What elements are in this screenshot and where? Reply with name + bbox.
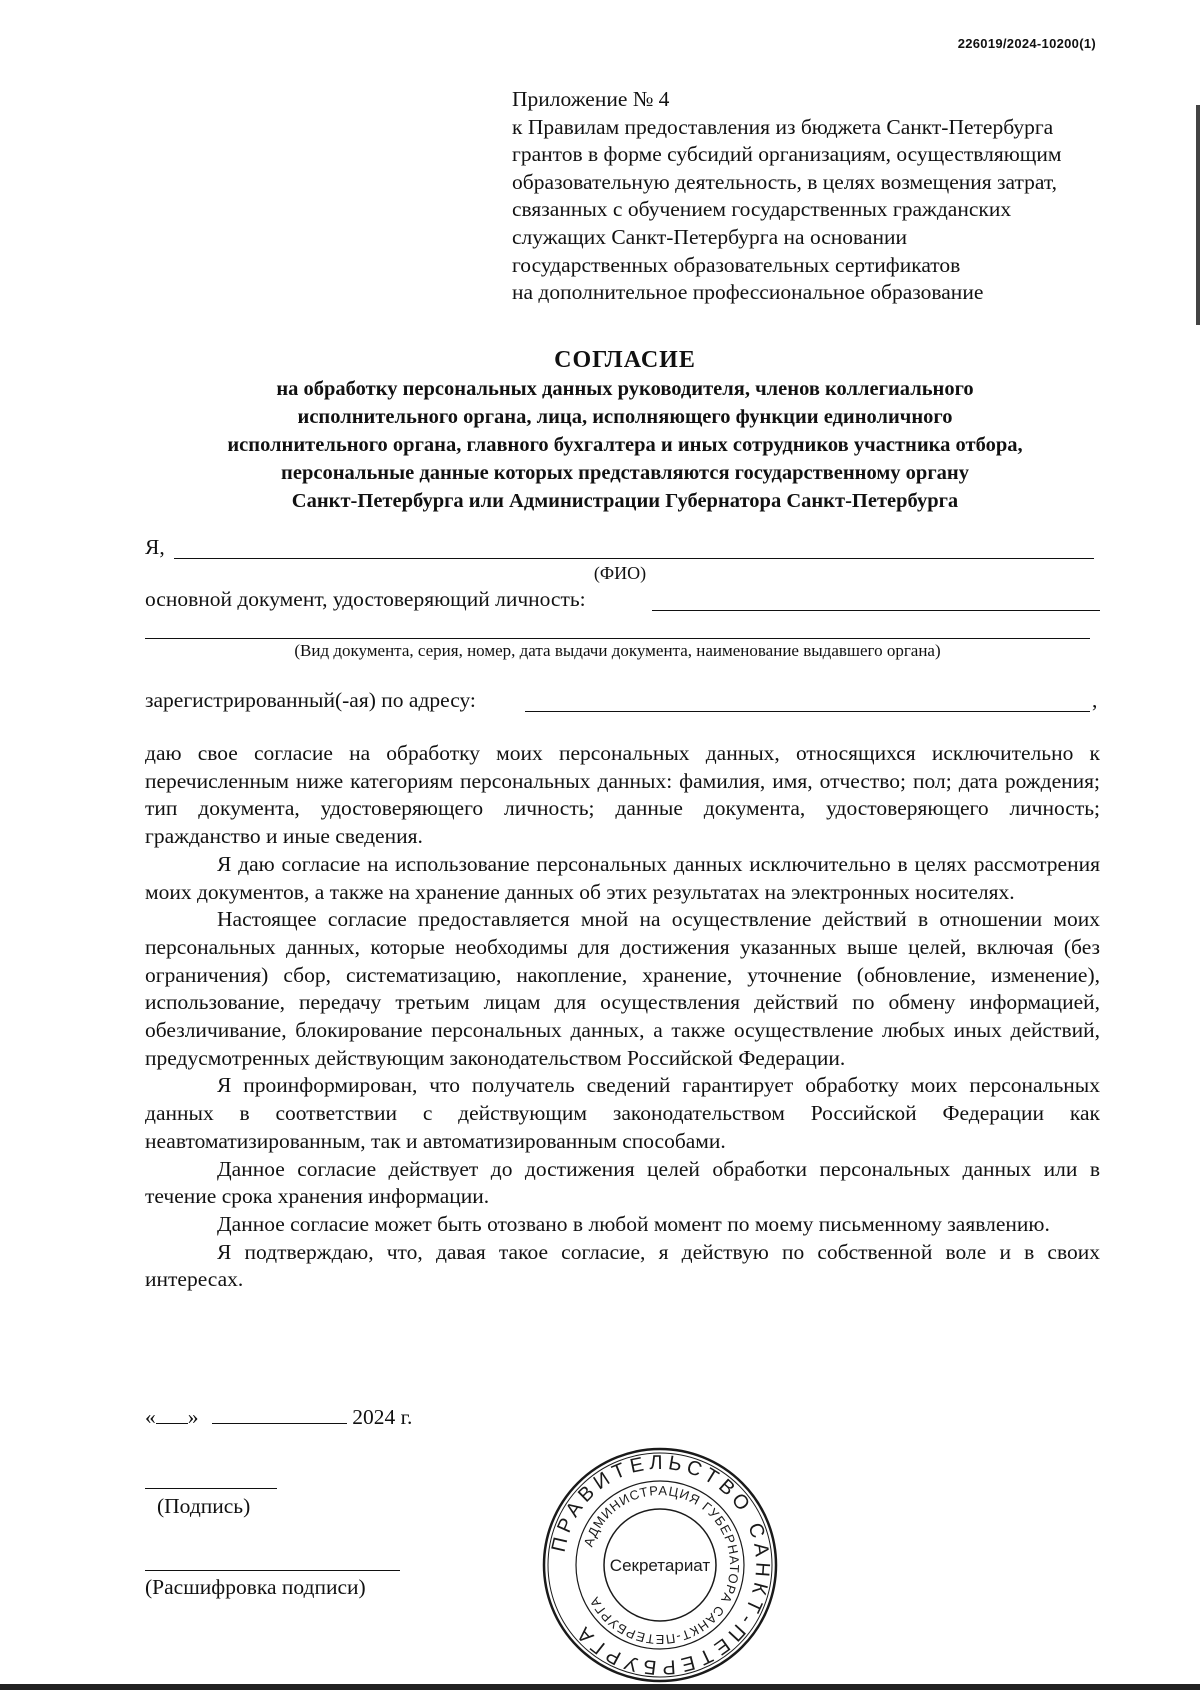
title-line: на обработку персональных данных руководителя, членов коллегиального — [276, 378, 974, 400]
body-paragraph: Данное согласие действует до достижения целей обработки персональных данных или в течение срока хранения информации. — [145, 1156, 1100, 1209]
appendix-line: образовательную деятельность, в целях возмещения затрат, — [512, 169, 1058, 194]
appendix-line: грантов в форме субсидий организациям, осуществляющим — [512, 142, 1062, 167]
document-number: 226019/2024-10200(1) — [957, 36, 1096, 51]
appendix-line: на дополнительное профессиональное образование — [512, 280, 984, 305]
fio-input-line[interactable] — [174, 540, 1094, 559]
date-close-quote: » — [187, 1405, 199, 1429]
document-label: основной документ, удостоверяющий личность: — [145, 587, 586, 611]
document-input-line[interactable] — [652, 592, 1100, 611]
seal-outer-text: ПРАВИТЕЛЬСТВО САНКТ-ПЕТЕРБУРГА — [547, 1451, 774, 1679]
signature-label: (Подпись) — [157, 1494, 251, 1518]
seal-center-text: Секретариат — [609, 1556, 711, 1575]
scan-bottom-edge — [0, 1684, 1200, 1690]
body-paragraph: Настоящее согласие предоставляется мной на осуществление действий в отношении моих персональных данных, которые необходимы для достижения указанных выше целей, включая (без ограничения) сбор, систематизацию, накопление, хранение, уточнение (обновление, изменение), использование, передачу третьим лицам для осуществления действий по обмену информацией, обезличивание, блокирование персональных данных, а также осуществление любых иных действий, предусмотренных действующим законодательством Российской Федерации. — [145, 907, 1100, 1070]
date-row — [145, 1405, 412, 1430]
document-title — [0, 345, 1200, 515]
date-open-quote: « — [145, 1405, 156, 1429]
month-input-line[interactable] — [212, 1405, 347, 1424]
appendix-line: Приложение № 4 — [512, 87, 670, 111]
document-caption: (Вид документа, серия, номер, дата выдачи документа, наименование выдавшего органа) — [294, 641, 941, 660]
fio-caption: (ФИО) — [593, 563, 647, 583]
appendix-line: служащих Санкт-Петербурга на основании — [512, 224, 907, 249]
title-line: исполнительного органа, главного бухгалтера и иных сотрудников участника отбора, — [227, 434, 1023, 456]
appendix-line: связанных с обучением государственных гражданских — [512, 197, 1012, 222]
body-paragraph: Я подтверждаю, что, давая такое согласие, я действую по собственной воле и в своих интересах. — [145, 1239, 1100, 1292]
document-input-line-2[interactable] — [145, 620, 1090, 639]
title-line: Санкт-Петербурга или Администрации Губернатора Санкт-Петербурга — [291, 490, 959, 512]
appendix-line: к Правилам предоставления из бюджета Санкт-Петербурга — [512, 114, 1054, 139]
body-paragraph: Я проинформирован, что получатель сведений гарантирует обработку моих персональных данных в соответствии с действующим законодательством Российской Федерации как неавтоматизированным, так и автоматизированным способами. — [145, 1073, 1100, 1153]
body-paragraph: даю свое согласие на обработку моих персональных данных, относящихся исключительно к перечисленным ниже категориям персональных данных: фамилия, имя, отчество; пол; дата рождения; тип документа, удостоверяющего личность; данные документа, удостоверяющего личность; гражданство и иные сведения. — [145, 741, 1100, 849]
signature-decode-input-line[interactable] — [145, 1552, 400, 1571]
date-year: 2024 г. — [352, 1405, 413, 1429]
address-comma: , — [1092, 688, 1098, 712]
appendix-header — [512, 86, 1132, 307]
official-seal-icon — [540, 1445, 780, 1685]
title-line: исполнительного органа, лица, исполняющего функции единоличного — [297, 406, 953, 428]
appendix-line: государственных образовательных сертификатов — [512, 252, 961, 277]
fio-label: Я, — [145, 535, 165, 559]
seal-inner-text: АДМИНИСТРАЦИЯ ГУБЕРНАТОРА САНКТ-ПЕТЕРБУРГА — [580, 1482, 743, 1648]
body-paragraph: Данное согласие может быть отозвано в любой момент по моему письменному заявлению. — [217, 1211, 1050, 1236]
signature-decode-label: (Расшифровка подписи) — [145, 1575, 366, 1599]
body-paragraph: Я даю согласие на использование персональных данных исключительно в целях рассмотрения моих документов, а также на хранение данных об этих результатах на электронных носителях. — [145, 851, 1100, 904]
address-input-line[interactable] — [525, 693, 1090, 712]
title-line: персональные данные которых представляются государственному органу — [281, 462, 969, 484]
title-main: СОГЛАСИЕ — [554, 347, 696, 373]
scan-edge-mark — [1196, 105, 1200, 325]
signature-input-line[interactable] — [145, 1470, 277, 1489]
day-input-line[interactable] — [156, 1405, 188, 1424]
consent-body — [145, 740, 1100, 1294]
title-subtitle — [0, 375, 1200, 515]
address-label: зарегистрированный(-ая) по адресу: — [145, 688, 476, 712]
